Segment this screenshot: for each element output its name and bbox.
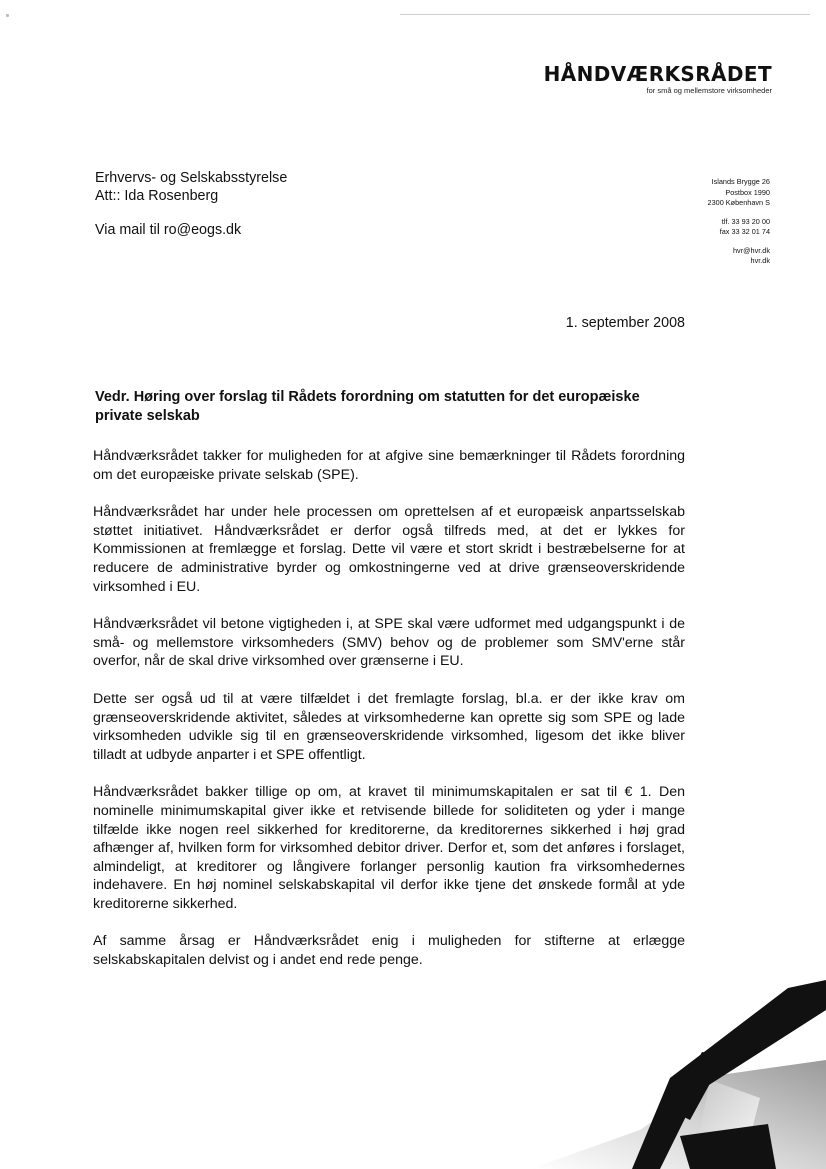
- letter-date: 1. september 2008: [565, 315, 685, 331]
- recipient-attention: Att:: Ida Rosenberg: [95, 188, 219, 204]
- sender-city: 2300 København S: [707, 198, 770, 207]
- body-paragraph: Håndværksrådet vil betone vigtigheden i, at SPE skal være udformet med udgangspunkt i de små- og mellemstore virksomheders (SMV) behov og de problemer som SMV'erne står overfor, når de skal drive virksomhed over grænserne i EU.: [93, 616, 685, 670]
- scan-speck: [6, 14, 9, 17]
- body-paragraph: Dette ser også ud til at være tilfældet i det fremlagte forslag, bl.a. er der ikke krav om grænseoverskridende aktivitet, således at virksomhederne kan oprette sig som SPE og lade virksomheden udvikle sig til en grænseoverskridende virksomhed, ligesom det ikke bliver tilladt at udbyde anparter i et SPE offentligt.: [93, 690, 685, 763]
- sender-street: Islands Brygge 26: [711, 177, 770, 186]
- recipient-email-line: Via mail til ro@eogs.dk: [95, 222, 242, 238]
- recipient-organization: Erhvervs- og Selskabsstyrelse: [95, 170, 288, 186]
- letter-subject: Vedr. Høring over forslag til Rådets forordning om statutten for det europæiske private selskab: [95, 389, 640, 424]
- body-paragraph: Håndværksrådet bakker tillige op om, at kravet til minimumskapitalen er sat til € 1. Den nominelle minimumskapital giver ikke et retvisende billede for soliditeten og yder i mange tilfælde ikke nogen reel sikkerhed for kreditorerne, da kreditorernes sikkerhed i høj grad afhænger af, hvilken form for virksomhed debitor driver. Derfor et, som det anføres i forslaget, almindeligt, at kreditorer og långivere forlanger personlig kaution fra virksomhedernes indehavere. En høj nominel selskabskapital vil derfor ikke tjene det ønskede formål at yde kreditorerne sikkerhed.: [93, 784, 685, 912]
- scan-edge-line: [400, 14, 810, 15]
- body-paragraph: Håndværksrådet har under hele processen om oprettelsen af et europæisk anpartsselskab støttet initiativet. Håndværksrådet er derfor også tilfreds med, at det er lykkes for Kommissionen at fremlægge et forslag. Dette vil være et stort skridt i bestræbelserne for at reducere de administrative byrder og omkostningerne ved at drive grænseoverskridende virksomhed i EU.: [93, 504, 685, 595]
- organization-tagline: for små og mellemstore virksomheder: [646, 86, 772, 95]
- sender-contact-block: [640, 177, 770, 267]
- sender-email: hvr@hvr.dk: [732, 245, 770, 255]
- organization-name: HÅNDVÆRKSRÅDET: [543, 62, 772, 86]
- letter-body: [93, 447, 685, 989]
- letterhead-logo: [520, 62, 772, 96]
- sender-website: hvr.dk: [750, 256, 770, 265]
- body-paragraph: Håndværksrådet takker for muligheden for at afgive sine bemærkninger til Rådets forordning om det europæiske private selskab (SPE).: [93, 448, 685, 483]
- letterhead-corner-graphic: [520, 980, 826, 1169]
- sender-fax: fax 33 32 01 74: [719, 227, 770, 236]
- sender-phone: tlf. 33 93 20 00: [721, 216, 770, 226]
- recipient-block: [95, 169, 287, 205]
- body-paragraph: Af samme årsag er Håndværksrådet enig i muligheden for stifterne at erlægge selskabskapitalen delvist og i andet end rede penge.: [93, 933, 685, 969]
- sender-postbox: Postbox 1990: [725, 187, 770, 197]
